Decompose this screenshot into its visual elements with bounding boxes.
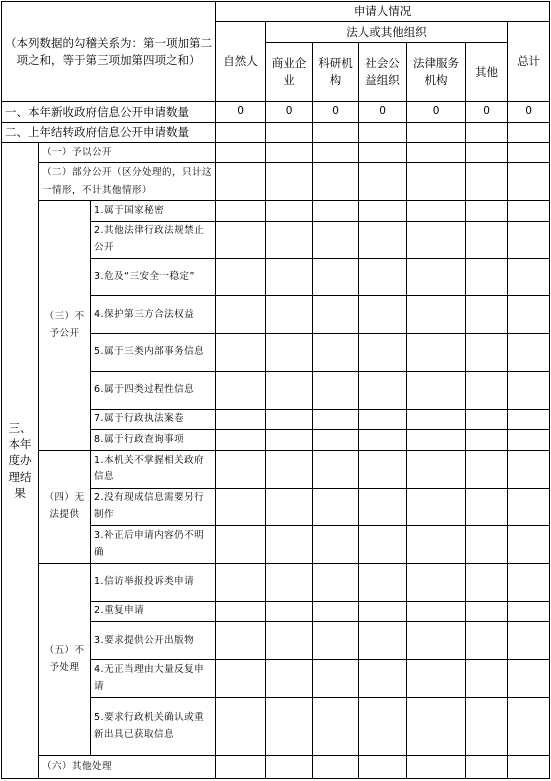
total-header: 总计	[508, 22, 550, 102]
commercial-header: 商业企业	[266, 42, 313, 101]
not-disclosed-item: 6.属于四类过程性信息	[91, 372, 216, 410]
social-header: 社会公益组织	[359, 42, 407, 101]
row1-value: 0	[266, 102, 313, 122]
row1-label: 一、本年新收政府信息公开申请数量	[2, 102, 216, 122]
table-note: （本列数据的勾稽关系为：第一项加第二项之和，等于第三项加第四项之和）	[2, 2, 216, 102]
not-disclosed-item: 5.属于三类内部事务信息	[91, 334, 216, 372]
not-processed-item: 4.无正当理由大量反复申请	[91, 660, 216, 698]
row1-value: 0	[216, 102, 266, 122]
row1-value: 0	[508, 102, 550, 122]
not-disclosed-item: 4.保护第三方合法权益	[91, 296, 216, 334]
section3-label: 三、本年度办理结果	[2, 143, 39, 779]
not-disclosed-item: 1.属于国家秘密	[91, 201, 216, 221]
other-header: 其他	[466, 42, 508, 101]
result-other: （六）其他处理	[39, 756, 216, 779]
not-disclosed-item: 8.属于行政查询事项	[91, 430, 216, 450]
row1-value: 0	[359, 102, 407, 122]
row2-label: 二、上年结转政府信息公开申请数量	[2, 122, 216, 142]
cannot-provide-item: 2.没有现成信息需要另行制作	[91, 488, 216, 526]
gov-info-disclosure-table	[1, 1, 550, 779]
natural-person-header: 自然人	[216, 22, 266, 102]
legal-service-header: 法律服务机构	[407, 42, 466, 101]
row1-value: 0	[313, 102, 359, 122]
not-disclosed-group: （三）不予公开	[39, 201, 91, 450]
cannot-provide-item: 3.补正后申请内容仍不明确	[91, 526, 216, 564]
legal-or-other-header: 法人或其他组织	[266, 22, 508, 42]
applicant-info-header: 申请人情况	[216, 2, 550, 22]
not-disclosed-item: 3.危及“三安全一稳定”	[91, 258, 216, 296]
cannot-provide-item: 1.本机关不掌握相关政府信息	[91, 450, 216, 488]
result-partially-disclosed: （二）部分公开（区分处理的，只计这一情形，不计其他情形）	[39, 163, 216, 201]
not-processed-item: 1.信访举报投诉类申请	[91, 564, 216, 602]
research-header: 科研机构	[313, 42, 359, 101]
row1-value: 0	[466, 102, 508, 122]
row1-value: 0	[407, 102, 466, 122]
not-processed-group: （五）不予处理	[39, 564, 91, 756]
not-disclosed-item: 2.其他法律行政法规禁止公开	[91, 221, 216, 258]
not-processed-item: 3.要求提供公开出版物	[91, 622, 216, 660]
not-disclosed-item: 7.属于行政执法案卷	[91, 409, 216, 429]
not-processed-item: 5.要求行政机关确认或重新出具已获取信息	[91, 698, 216, 756]
not-processed-item: 2.重复申请	[91, 601, 216, 621]
result-disclosed: （一）予以公开	[39, 143, 216, 163]
cannot-provide-group: （四）无法提供	[39, 450, 91, 563]
